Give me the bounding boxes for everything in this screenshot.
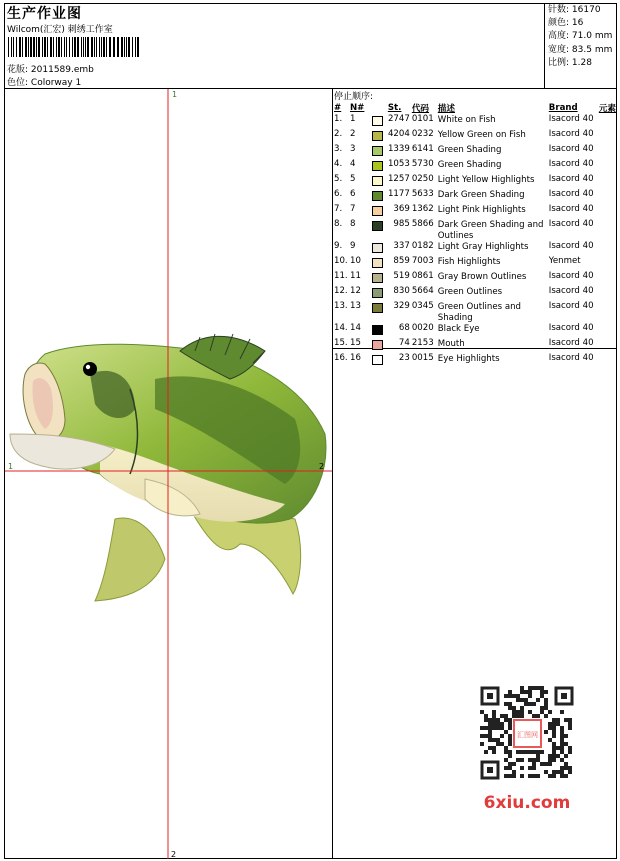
row-element: [598, 338, 617, 353]
row-swatch: [371, 129, 387, 144]
file-name: 2011589.emb: [30, 65, 94, 75]
row-index: 6.: [334, 189, 343, 199]
row-element: [598, 241, 617, 256]
row-stitches: 337: [393, 241, 410, 251]
row-index: 13.: [334, 301, 348, 311]
color-swatch: [372, 191, 383, 201]
row-brand: Isacord 40: [548, 219, 594, 229]
row-swatch: [371, 353, 387, 368]
row-swatch: [371, 204, 387, 219]
row-needle: 8: [349, 219, 356, 229]
color-swatch: [372, 340, 383, 350]
row-description: Eye Highlights: [437, 354, 500, 364]
row-element: [598, 286, 617, 301]
thread-table-header: [333, 101, 617, 114]
row-description: Light Pink Highlights: [437, 205, 526, 215]
row-brand: Isacord 40: [548, 189, 594, 199]
page-title: 生产作业图: [7, 6, 82, 22]
row-swatch: [371, 159, 387, 174]
row-brand: Isacord 40: [548, 301, 594, 311]
row-code: 0182: [411, 241, 434, 251]
row-brand: Isacord 40: [548, 144, 594, 154]
row-element: [598, 353, 617, 368]
row-needle: 15: [349, 338, 361, 348]
row-needle: 13: [349, 301, 361, 311]
row-description: Fish Highlights: [437, 257, 501, 267]
row-brand: Isacord 40: [548, 338, 594, 348]
row-code: 0020: [411, 323, 434, 333]
row-description: Black Eye: [437, 324, 480, 334]
row-index: 2.: [334, 129, 343, 139]
stat-height: 高度: 71.0 mm: [548, 31, 613, 42]
row-index: 4.: [334, 159, 343, 169]
colorway-label: 色位:: [7, 78, 29, 88]
color-swatch: [372, 221, 383, 231]
row-swatch: [371, 323, 387, 338]
row-stitches: 519: [393, 271, 410, 281]
thread-row: [333, 241, 617, 256]
thread-row: [333, 256, 617, 271]
file-label: 花版:: [7, 65, 29, 75]
row-description: Green Shading: [437, 160, 502, 170]
thread-row: [333, 271, 617, 286]
row-swatch: [371, 271, 387, 286]
row-needle: 7: [349, 204, 356, 214]
row-code: 0101: [411, 114, 434, 124]
row-needle: 12: [349, 286, 361, 296]
row-index: 9.: [334, 241, 343, 251]
stop-sequence-title: 停止顺序:: [334, 92, 374, 102]
row-code: 6141: [411, 144, 434, 154]
row-index: 1.: [334, 114, 343, 124]
row-index: 15.: [334, 338, 348, 348]
row-description: White on Fish: [437, 115, 496, 125]
thread-row: [333, 353, 617, 368]
row-swatch: [371, 174, 387, 189]
row-stitches: 23: [398, 353, 410, 363]
row-code: 5866: [411, 219, 434, 229]
guide-label-right: 2: [319, 462, 325, 471]
row-description: Dark Green Shading: [437, 190, 525, 200]
col-brand: Brand: [548, 102, 578, 113]
thread-row: [333, 159, 617, 174]
stat-width: 宽度: 83.5 mm: [548, 44, 613, 55]
row-element: [598, 144, 617, 159]
row-brand: Isacord 40: [548, 353, 594, 363]
fish-eye: [83, 362, 97, 376]
row-description: Green Outlines and Shading: [437, 302, 522, 323]
row-element: [598, 301, 617, 323]
row-stitches: 859: [393, 256, 410, 266]
color-swatch: [372, 303, 383, 313]
row-description: Green Outlines: [437, 287, 503, 297]
thread-row: [333, 219, 617, 241]
row-brand: Isacord 40: [548, 323, 594, 333]
color-swatch: [372, 131, 383, 141]
row-element: [598, 219, 617, 241]
row-needle: 14: [349, 323, 361, 333]
thread-row: [333, 129, 617, 144]
row-element: [598, 323, 617, 338]
row-stitches: 369: [393, 204, 410, 214]
color-swatch: [372, 243, 383, 253]
row-stitches: 74: [398, 338, 410, 348]
row-brand: Isacord 40: [548, 204, 594, 214]
color-swatch: [372, 273, 383, 283]
row-stitches: 1053: [387, 159, 410, 169]
thread-row: [333, 338, 617, 353]
watermark-seal-text: 汇图网: [517, 731, 538, 739]
row-needle: 3: [349, 144, 356, 154]
colorway-name: Colorway 1: [30, 78, 82, 88]
stat-colors: 颜色: 16: [548, 18, 584, 29]
watermark-text: 6xiu.com: [483, 793, 571, 813]
thread-row: [333, 323, 617, 338]
row-index: 8.: [334, 219, 343, 229]
row-description: Light Gray Highlights: [437, 242, 529, 252]
guide-label-top: 1: [172, 90, 178, 99]
color-swatch: [372, 146, 383, 156]
thread-row: [333, 301, 617, 323]
row-stitches: 1339: [387, 144, 410, 154]
row-code: 0232: [411, 129, 434, 139]
guide-label-left: 1: [8, 462, 14, 471]
row-stitches: 1177: [387, 189, 410, 199]
fish-eye-highlight: [86, 365, 90, 369]
stats-divider: [544, 3, 545, 89]
embroidery-design-preview: [5, 89, 332, 859]
color-swatch: [372, 355, 383, 365]
row-element: [598, 189, 617, 204]
row-element: [598, 159, 617, 174]
row-swatch: [371, 114, 387, 129]
col-swatch: [371, 101, 387, 114]
row-element: [598, 114, 617, 129]
row-stitches: 68: [398, 323, 410, 333]
row-stitches: 4204: [387, 129, 410, 139]
col-needle: N#: [349, 102, 365, 113]
fish-lower-fin: [95, 518, 165, 601]
row-description: Light Yellow Highlights: [437, 175, 535, 185]
watermark-qr: [470, 680, 585, 815]
row-element: [598, 174, 617, 189]
row-code: 0015: [411, 353, 434, 363]
row-index: 14.: [334, 323, 348, 333]
col-stitches: St.: [387, 102, 402, 113]
row-swatch: [371, 241, 387, 256]
row-stitches: 2747: [387, 114, 410, 124]
row-code: 5730: [411, 159, 434, 169]
file-info: [7, 62, 94, 75]
row-swatch: [371, 256, 387, 271]
color-swatch: [372, 288, 383, 298]
thread-row: [333, 144, 617, 159]
row-brand: Isacord 40: [548, 286, 594, 296]
row-stitches: 1257: [387, 174, 410, 184]
row-index: 16.: [334, 353, 348, 363]
color-swatch: [372, 325, 383, 335]
row-index: 7.: [334, 204, 343, 214]
row-code: 5633: [411, 189, 434, 199]
guide-label-bottom: 2: [171, 850, 177, 859]
row-brand: Isacord 40: [548, 129, 594, 139]
row-element: [598, 271, 617, 286]
row-code: 1362: [411, 204, 434, 214]
row-brand: Isacord 40: [548, 271, 594, 281]
row-swatch: [371, 301, 387, 323]
row-swatch: [371, 144, 387, 159]
color-swatch: [372, 176, 383, 186]
thread-row: [333, 174, 617, 189]
row-description: Gray Brown Outlines: [437, 272, 527, 282]
row-needle: 16: [349, 353, 361, 363]
row-needle: 5: [349, 174, 356, 184]
row-code: 0861: [411, 271, 434, 281]
row-stitches: 985: [393, 219, 410, 229]
color-swatch: [372, 161, 383, 171]
color-swatch: [372, 206, 383, 216]
row-swatch: [371, 286, 387, 301]
row-description: Dark Green Shading and Outlines: [437, 220, 544, 241]
thread-row: [333, 286, 617, 301]
color-swatch: [372, 258, 383, 268]
row-brand: Isacord 40: [548, 174, 594, 184]
row-needle: 9: [349, 241, 356, 251]
stats-panel: [548, 4, 612, 70]
row-needle: 1: [349, 114, 356, 124]
row-index: 5.: [334, 174, 343, 184]
row-description: Green Shading: [437, 145, 502, 155]
col-element: 元素: [598, 103, 616, 114]
row-brand: Yenmet: [548, 256, 581, 266]
row-index: 11.: [334, 271, 348, 281]
row-element: [598, 204, 617, 219]
row-element: [598, 256, 617, 271]
barcode: [8, 37, 140, 57]
thread-row: [333, 189, 617, 204]
colorway-info: [7, 75, 81, 88]
row-brand: Isacord 40: [548, 241, 594, 251]
row-swatch: [371, 219, 387, 241]
row-needle: 4: [349, 159, 356, 169]
company-name: Wilcom(汇宏) 刺绣工作室: [7, 25, 113, 35]
row-swatch: [371, 338, 387, 353]
row-needle: 10: [349, 256, 361, 266]
row-needle: 2: [349, 129, 356, 139]
stat-scale: 比例: 1.28: [548, 57, 592, 68]
col-code: 代码: [411, 103, 430, 114]
row-stitches: 830: [393, 286, 410, 296]
row-swatch: [371, 189, 387, 204]
row-needle: 6: [349, 189, 356, 199]
row-brand: Isacord 40: [548, 159, 594, 169]
row-code: 2153: [411, 338, 434, 348]
row-brand: Isacord 40: [548, 114, 594, 124]
thread-table: [333, 101, 617, 368]
row-code: 5664: [411, 286, 434, 296]
row-index: 10.: [334, 256, 348, 266]
row-index: 3.: [334, 144, 343, 154]
col-index: #: [334, 102, 342, 113]
row-code: 7003: [411, 256, 434, 266]
row-stitches: 329: [393, 301, 410, 311]
thread-row: [333, 204, 617, 219]
row-index: 12.: [334, 286, 348, 296]
row-code: 0250: [411, 174, 434, 184]
row-element: [598, 129, 617, 144]
color-swatch: [372, 116, 383, 126]
row-code: 0345: [411, 301, 434, 311]
stat-stitches: 针数: 16170: [548, 5, 601, 15]
thread-row: [333, 114, 617, 129]
row-description: Yellow Green on Fish: [437, 130, 526, 140]
col-description: 描述: [437, 103, 455, 114]
row-needle: 11: [349, 271, 361, 281]
row-description: Mouth: [437, 339, 465, 349]
